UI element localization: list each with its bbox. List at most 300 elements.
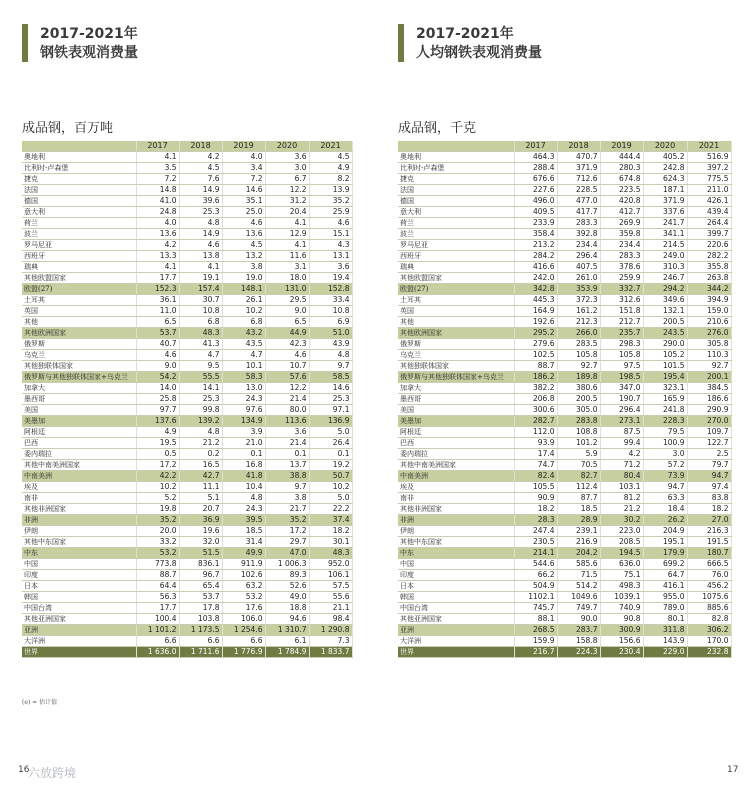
row-label: 德国 — [398, 196, 514, 207]
value-cell: 394.9 — [687, 295, 731, 306]
value-cell: 230.5 — [514, 537, 557, 548]
value-cell: 4.0 — [136, 218, 179, 229]
value-cell: 32.0 — [179, 537, 222, 548]
table-row — [398, 537, 731, 548]
value-cell: 17.6 — [222, 603, 265, 614]
value-cell: 152.3 — [136, 284, 179, 295]
value-cell: 110.3 — [687, 350, 731, 361]
value-cell: 4.9 — [309, 163, 352, 174]
value-cell: 4.1 — [136, 152, 179, 163]
value-cell: 9.7 — [309, 361, 352, 372]
region-subtotal-row — [398, 416, 731, 427]
value-cell: 73.9 — [643, 471, 687, 482]
value-cell: 259.9 — [600, 273, 643, 284]
value-cell: 294.2 — [643, 284, 687, 295]
year-header: 2021 — [687, 141, 731, 152]
value-cell: 9.0 — [136, 361, 179, 372]
row-label: 俄罗斯 — [22, 339, 136, 350]
row-label: 埃及 — [398, 482, 514, 493]
value-cell: 10.2 — [309, 482, 352, 493]
value-cell: 151.8 — [600, 306, 643, 317]
row-label: 其他非洲国家 — [22, 504, 136, 515]
year-header: 2017 — [136, 141, 179, 152]
value-cell: 214.1 — [514, 548, 557, 559]
table-row — [398, 614, 731, 625]
value-cell: 4.2 — [136, 240, 179, 251]
value-cell: 636.0 — [600, 559, 643, 570]
table-row — [22, 614, 352, 625]
table-row — [22, 218, 352, 229]
table-row — [398, 570, 731, 581]
row-label: 阿根廷 — [398, 427, 514, 438]
value-cell: 305.8 — [687, 339, 731, 350]
value-cell: 13.1 — [309, 251, 352, 262]
value-cell: 64.7 — [643, 570, 687, 581]
value-cell: 14.8 — [136, 185, 179, 196]
value-cell: 79.7 — [687, 460, 731, 471]
value-cell: 186.2 — [514, 372, 557, 383]
left-title-line1: 2017-2021年 — [40, 26, 138, 42]
value-cell: 25.9 — [309, 207, 352, 218]
table-row — [22, 207, 352, 218]
row-label: 英国 — [398, 306, 514, 317]
value-cell: 276.0 — [687, 328, 731, 339]
value-cell: 283.8 — [557, 416, 600, 427]
value-cell: 399.7 — [687, 229, 731, 240]
value-cell: 76.0 — [687, 570, 731, 581]
left-page — [22, 0, 352, 656]
value-cell: 19.5 — [136, 438, 179, 449]
row-label: 日本 — [398, 581, 514, 592]
value-cell: 264.4 — [687, 218, 731, 229]
value-cell: 195.4 — [643, 372, 687, 383]
value-cell: 371.9 — [557, 163, 600, 174]
value-cell: 306.2 — [687, 625, 731, 636]
table-row — [398, 394, 731, 405]
value-cell: 288.4 — [514, 163, 557, 174]
value-cell: 3.4 — [222, 163, 265, 174]
region-subtotal-row — [398, 625, 731, 636]
region-subtotal-row — [22, 625, 352, 636]
value-cell: 674.8 — [600, 174, 643, 185]
value-cell: 213.2 — [514, 240, 557, 251]
value-cell: 139.2 — [179, 416, 222, 427]
value-cell: 7.6 — [179, 174, 222, 185]
row-label: 法国 — [22, 185, 136, 196]
row-label: 大洋洲 — [398, 636, 514, 647]
value-cell: 13.6 — [136, 229, 179, 240]
right-title-line2: 人均钢铁表观消费量 — [416, 45, 542, 61]
value-cell: 63.3 — [643, 493, 687, 504]
value-cell: 4.6 — [136, 350, 179, 361]
value-cell: 92.7 — [557, 361, 600, 372]
value-cell: 159.9 — [514, 636, 557, 647]
value-cell: 195.1 — [643, 537, 687, 548]
value-cell: 13.2 — [222, 251, 265, 262]
value-cell: 372.3 — [557, 295, 600, 306]
value-cell: 13.7 — [265, 460, 309, 471]
value-cell: 28.9 — [557, 515, 600, 526]
value-cell: 106.0 — [222, 614, 265, 625]
value-cell: 1102.1 — [514, 592, 557, 603]
value-cell: 41.3 — [179, 339, 222, 350]
row-label: 其他中南美洲国家 — [398, 460, 514, 471]
value-cell: 200.5 — [643, 317, 687, 328]
table-row — [398, 361, 731, 372]
value-cell: 514.2 — [557, 581, 600, 592]
value-cell: 3.8 — [222, 262, 265, 273]
region-subtotal-row — [22, 471, 352, 482]
row-label: 美墨加 — [22, 416, 136, 427]
value-cell: 712.6 — [557, 174, 600, 185]
value-cell: 0.1 — [222, 449, 265, 460]
value-cell: 25.8 — [136, 394, 179, 405]
value-cell: 344.2 — [687, 284, 731, 295]
row-label: 亚洲 — [22, 625, 136, 636]
table-row — [22, 174, 352, 185]
value-cell: 11.1 — [179, 482, 222, 493]
value-cell: 19.0 — [222, 273, 265, 284]
right-subtitle: 成品钢，千克 — [398, 121, 477, 136]
value-cell: 190.7 — [600, 394, 643, 405]
table-row — [398, 460, 731, 471]
table-row — [398, 603, 731, 614]
value-cell: 223.0 — [600, 526, 643, 537]
table-row — [398, 152, 731, 163]
region-subtotal-row — [22, 515, 352, 526]
value-cell: 43.5 — [222, 339, 265, 350]
value-cell: 25.3 — [309, 394, 352, 405]
value-cell: 82.4 — [514, 471, 557, 482]
table-row — [22, 559, 352, 570]
value-cell: 21.4 — [265, 438, 309, 449]
row-label: 其他欧洲国家 — [398, 328, 514, 339]
value-cell: 164.9 — [514, 306, 557, 317]
value-cell: 30.2 — [600, 515, 643, 526]
row-label: 乌克兰 — [398, 350, 514, 361]
value-cell: 48.3 — [179, 328, 222, 339]
value-cell: 20.4 — [265, 207, 309, 218]
value-cell: 198.5 — [600, 372, 643, 383]
table-row — [22, 592, 352, 603]
row-label: 奥地利 — [398, 152, 514, 163]
value-cell: 21.2 — [600, 504, 643, 515]
region-subtotal-row — [22, 372, 352, 383]
row-label: 土耳其 — [22, 295, 136, 306]
value-cell: 17.4 — [514, 449, 557, 460]
value-cell: 242.0 — [514, 273, 557, 284]
row-label: 委内瑞拉 — [22, 449, 136, 460]
value-cell: 14.9 — [179, 185, 222, 196]
value-cell: 1 711.6 — [179, 647, 222, 658]
value-cell: 53.7 — [136, 328, 179, 339]
value-cell: 97.1 — [309, 405, 352, 416]
value-cell: 25.3 — [179, 207, 222, 218]
value-cell: 39.5 — [222, 515, 265, 526]
table-row — [398, 482, 731, 493]
value-cell: 43.2 — [222, 328, 265, 339]
value-cell: 282.2 — [687, 251, 731, 262]
value-cell: 0.1 — [309, 449, 352, 460]
row-label: 捷克 — [22, 174, 136, 185]
row-label: 阿根廷 — [22, 427, 136, 438]
region-subtotal-row — [398, 328, 731, 339]
value-cell: 444.4 — [600, 152, 643, 163]
value-cell: 105.8 — [557, 350, 600, 361]
value-cell: 179.9 — [643, 548, 687, 559]
table-row — [398, 218, 731, 229]
region-subtotal-row — [22, 328, 352, 339]
value-cell: 416.6 — [514, 262, 557, 273]
row-label: 墨西哥 — [22, 394, 136, 405]
row-label: 比利时-卢森堡 — [398, 163, 514, 174]
value-cell: 6.8 — [222, 317, 265, 328]
value-cell: 17.2 — [136, 460, 179, 471]
value-cell: 1049.6 — [557, 592, 600, 603]
value-cell: 337.6 — [643, 207, 687, 218]
year-header: 2020 — [643, 141, 687, 152]
value-cell: 99.4 — [600, 438, 643, 449]
value-cell: 283.3 — [557, 218, 600, 229]
value-cell: 54.2 — [136, 372, 179, 383]
value-cell: 31.4 — [222, 537, 265, 548]
value-cell: 47.0 — [265, 548, 309, 559]
value-cell: 33.2 — [136, 537, 179, 548]
value-cell: 384.5 — [687, 383, 731, 394]
value-cell: 4.2 — [600, 449, 643, 460]
row-label: 法国 — [398, 185, 514, 196]
value-cell: 233.9 — [514, 218, 557, 229]
value-cell: 214.5 — [643, 240, 687, 251]
value-cell: 33.4 — [309, 295, 352, 306]
table-header-row — [22, 141, 352, 152]
value-cell: 5.1 — [179, 493, 222, 504]
table-row — [22, 306, 352, 317]
value-cell: 71.2 — [600, 460, 643, 471]
year-header: 2019 — [600, 141, 643, 152]
table-row — [398, 185, 731, 196]
value-cell: 4.1 — [265, 240, 309, 251]
table-row — [398, 493, 731, 504]
row-label: 世界 — [398, 647, 514, 658]
row-label: 其他欧盟国家 — [398, 273, 514, 284]
value-cell: 89.3 — [265, 570, 309, 581]
value-cell: 35.2 — [265, 515, 309, 526]
value-cell: 266.0 — [557, 328, 600, 339]
row-label: 巴西 — [22, 438, 136, 449]
value-cell: 100.9 — [643, 438, 687, 449]
row-label: 美国 — [22, 405, 136, 416]
value-cell: 7.3 — [309, 636, 352, 647]
value-cell: 170.0 — [687, 636, 731, 647]
value-cell: 98.4 — [309, 614, 352, 625]
header-blank-cell — [22, 141, 136, 152]
value-cell: 349.6 — [643, 295, 687, 306]
value-cell: 347.0 — [600, 383, 643, 394]
value-cell: 8.2 — [309, 174, 352, 185]
value-cell: 247.4 — [514, 526, 557, 537]
value-cell: 105.8 — [600, 350, 643, 361]
value-cell: 4.6 — [265, 350, 309, 361]
value-cell: 94.7 — [643, 482, 687, 493]
value-cell: 200.5 — [557, 394, 600, 405]
value-cell: 90.9 — [514, 493, 557, 504]
row-label: 波兰 — [22, 229, 136, 240]
value-cell: 228.3 — [643, 416, 687, 427]
value-cell: 239.1 — [557, 526, 600, 537]
value-cell: 187.1 — [643, 185, 687, 196]
region-subtotal-row — [398, 471, 731, 482]
value-cell: 911.9 — [222, 559, 265, 570]
value-cell: 57.2 — [643, 460, 687, 471]
value-cell: 26.1 — [222, 295, 265, 306]
value-cell: 28.3 — [514, 515, 557, 526]
table-row — [22, 438, 352, 449]
value-cell: 13.6 — [222, 229, 265, 240]
value-cell: 55.5 — [179, 372, 222, 383]
value-cell: 13.3 — [136, 251, 179, 262]
value-cell: 18.2 — [687, 504, 731, 515]
table-row — [22, 295, 352, 306]
value-cell: 341.1 — [643, 229, 687, 240]
value-cell: 220.6 — [687, 240, 731, 251]
value-cell: 211.0 — [687, 185, 731, 196]
table-row — [398, 262, 731, 273]
value-cell: 30.1 — [309, 537, 352, 548]
value-cell: 136.9 — [309, 416, 352, 427]
table-row — [22, 350, 352, 361]
value-cell: 477.0 — [557, 196, 600, 207]
value-cell: 290.9 — [687, 405, 731, 416]
row-label: 其他欧洲国家 — [22, 328, 136, 339]
left-title-line2: 钢铁表观消费量 — [40, 45, 138, 61]
table-row — [398, 504, 731, 515]
value-cell: 106.1 — [309, 570, 352, 581]
table-row — [398, 581, 731, 592]
row-label: 俄罗斯 — [398, 339, 514, 350]
value-cell: 37.4 — [309, 515, 352, 526]
year-header: 2020 — [265, 141, 309, 152]
row-label: 南非 — [22, 493, 136, 504]
value-cell: 269.9 — [600, 218, 643, 229]
value-cell: 21.1 — [309, 603, 352, 614]
value-cell: 229.0 — [643, 647, 687, 658]
value-cell: 407.5 — [557, 262, 600, 273]
value-cell: 14.9 — [179, 229, 222, 240]
table-row — [398, 295, 731, 306]
value-cell: 192.6 — [514, 317, 557, 328]
value-cell: 1 254.6 — [222, 625, 265, 636]
value-cell: 332.7 — [600, 284, 643, 295]
row-label: 韩国 — [398, 592, 514, 603]
value-cell: 11.6 — [265, 251, 309, 262]
value-cell: 241.8 — [643, 405, 687, 416]
row-label: 伊朗 — [22, 526, 136, 537]
value-cell: 227.6 — [514, 185, 557, 196]
value-cell: 284.2 — [514, 251, 557, 262]
value-cell: 6.6 — [136, 636, 179, 647]
value-cell: 97.6 — [222, 405, 265, 416]
value-cell: 216.3 — [687, 526, 731, 537]
value-cell: 371.9 — [643, 196, 687, 207]
table-row — [398, 449, 731, 460]
table-row — [398, 174, 731, 185]
value-cell: 5.9 — [557, 449, 600, 460]
value-cell: 87.5 — [600, 427, 643, 438]
value-cell: 100.4 — [136, 614, 179, 625]
value-cell: 108.8 — [557, 427, 600, 438]
value-cell: 212.7 — [600, 317, 643, 328]
value-cell: 445.3 — [514, 295, 557, 306]
value-cell: 97.7 — [136, 405, 179, 416]
value-cell: 14.0 — [136, 383, 179, 394]
value-cell: 112.4 — [557, 482, 600, 493]
value-cell: 3.0 — [265, 163, 309, 174]
row-label: 中南美洲 — [398, 471, 514, 482]
value-cell: 40.7 — [136, 339, 179, 350]
value-cell: 740.9 — [600, 603, 643, 614]
value-cell: 3.1 — [265, 262, 309, 273]
value-cell: 1 776.9 — [222, 647, 265, 658]
row-label: 罗马尼亚 — [22, 240, 136, 251]
value-cell: 161.2 — [557, 306, 600, 317]
value-cell: 206.8 — [514, 394, 557, 405]
value-cell: 392.8 — [557, 229, 600, 240]
value-cell: 544.6 — [514, 559, 557, 570]
value-cell: 311.8 — [643, 625, 687, 636]
value-cell: 6.7 — [265, 174, 309, 185]
table-row — [398, 240, 731, 251]
value-cell: 35.1 — [222, 196, 265, 207]
value-cell: 20.7 — [179, 504, 222, 515]
value-cell: 0.1 — [265, 449, 309, 460]
value-cell: 19.4 — [309, 273, 352, 284]
value-cell: 35.2 — [309, 196, 352, 207]
value-cell: 952.0 — [309, 559, 352, 570]
table-row — [398, 207, 731, 218]
value-cell: 102.5 — [514, 350, 557, 361]
value-cell: 25.0 — [222, 207, 265, 218]
value-cell: 230.4 — [600, 647, 643, 658]
table-row — [22, 504, 352, 515]
table-row — [22, 482, 352, 493]
value-cell: 397.2 — [687, 163, 731, 174]
value-cell: 18.0 — [265, 273, 309, 284]
row-label: 荷兰 — [398, 218, 514, 229]
value-cell: 134.9 — [222, 416, 265, 427]
world-total-row — [398, 647, 731, 658]
value-cell: 63.2 — [222, 581, 265, 592]
world-total-row — [22, 647, 352, 658]
value-cell: 56.3 — [136, 592, 179, 603]
row-label: 意大利 — [398, 207, 514, 218]
value-cell: 105.2 — [643, 350, 687, 361]
value-cell: 27.0 — [687, 515, 731, 526]
value-cell: 359.8 — [600, 229, 643, 240]
value-cell: 22.2 — [309, 504, 352, 515]
value-cell: 143.9 — [643, 636, 687, 647]
row-label: 埃及 — [22, 482, 136, 493]
value-cell: 13.0 — [222, 383, 265, 394]
value-cell: 6.6 — [222, 636, 265, 647]
value-cell: 0.5 — [136, 449, 179, 460]
value-cell: 17.7 — [136, 273, 179, 284]
table-row — [22, 163, 352, 174]
row-label: 奥地利 — [22, 152, 136, 163]
value-cell: 18.4 — [643, 504, 687, 515]
value-cell: 268.5 — [514, 625, 557, 636]
table-row — [398, 559, 731, 570]
